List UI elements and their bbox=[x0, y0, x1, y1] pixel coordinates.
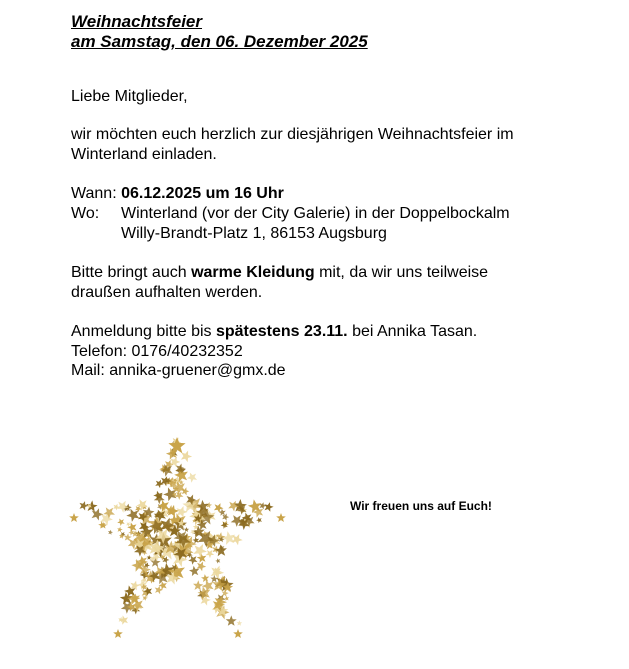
mini-star-icon bbox=[126, 522, 131, 527]
clothing-part-1: Bitte bringt auch bbox=[71, 264, 192, 281]
mini-star-icon bbox=[215, 558, 220, 563]
when-label: Wann: bbox=[71, 185, 122, 202]
where-label: Wo: bbox=[71, 205, 100, 222]
mini-star-icon bbox=[176, 464, 185, 474]
clothing-line-2: draußen aufhalten werden. bbox=[71, 283, 263, 301]
mini-star-icon bbox=[193, 537, 200, 544]
clothing-bold: warme Kleidung bbox=[191, 264, 315, 281]
mini-star-icon bbox=[222, 513, 229, 520]
mini-star-icon bbox=[117, 501, 129, 513]
contact-part-2: bei Annika Tasan. bbox=[347, 323, 478, 340]
mini-star-icon bbox=[126, 509, 139, 522]
closing-message: Wir freuen uns auf Euch! bbox=[350, 499, 492, 513]
mini-star-icon bbox=[155, 480, 163, 488]
mini-star-icon bbox=[206, 550, 215, 558]
mini-star-icon bbox=[117, 519, 125, 527]
title-line-2: am Samstag, den 06. Dezember 2025 bbox=[71, 32, 368, 51]
clothing-part-2: mit, da wir uns teilweise bbox=[314, 264, 489, 281]
contact-deadline: spätestens 23.11. bbox=[215, 323, 348, 340]
when-value: 06.12.2025 um 16 Uhr bbox=[121, 185, 284, 202]
mini-star-icon bbox=[256, 517, 262, 523]
mini-star-icon bbox=[222, 531, 236, 545]
mini-star-icon bbox=[113, 504, 120, 511]
mini-star-icon bbox=[276, 513, 286, 522]
where-line-1: Winterland (vor der City Galerie) in der Doppelbockalm bbox=[121, 205, 510, 222]
mini-star-icon bbox=[170, 457, 180, 468]
mini-star-icon bbox=[69, 513, 79, 522]
mini-star-icon bbox=[264, 502, 273, 512]
contact-phone: Telefon: 0176/40232352 bbox=[71, 342, 243, 360]
mini-star-icon bbox=[187, 473, 197, 483]
where-line-2: Willy-Brandt-Platz 1, 86153 Augsburg bbox=[121, 224, 387, 242]
mini-star-icon bbox=[248, 499, 262, 513]
intro-line-1: wir möchten euch herzlich zur diesjährigen Weihnachtsfeier im bbox=[71, 126, 514, 143]
mini-star-icon bbox=[237, 620, 243, 625]
contact-part-1: Anmeldung bitte bis bbox=[71, 323, 216, 340]
mini-star-icon bbox=[201, 574, 209, 582]
title-line-1: Weihnachtsfeier bbox=[71, 12, 203, 31]
mini-star-icon bbox=[226, 615, 237, 625]
mini-star-icon bbox=[113, 629, 123, 638]
mini-star-icon bbox=[233, 629, 243, 638]
greeting: Liebe Mitglieder, bbox=[71, 88, 188, 105]
contact-mail: Mail: annika-gruener@gmx.de bbox=[71, 362, 286, 379]
mini-star-icon bbox=[193, 544, 207, 558]
mini-star-icon bbox=[224, 596, 229, 601]
mini-star-icon bbox=[181, 451, 192, 463]
mini-star-icon bbox=[128, 530, 134, 536]
mini-star-icon bbox=[80, 501, 89, 510]
mini-star-icon bbox=[184, 527, 189, 532]
intro-line-2: Winterland einladen. bbox=[71, 145, 217, 163]
mini-star-icon bbox=[108, 530, 113, 535]
mini-star-icon bbox=[193, 580, 203, 590]
mini-star-icon bbox=[117, 527, 123, 533]
